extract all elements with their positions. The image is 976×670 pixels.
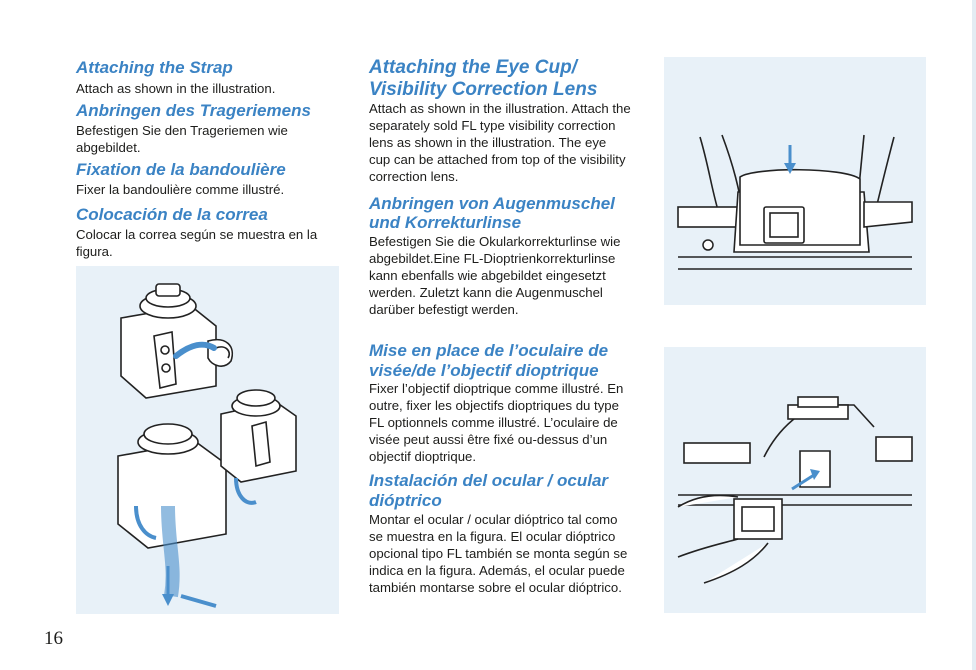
strap-attach-illustration-icon	[76, 266, 339, 614]
eyecup-title-de-line1: Anbringen von Augenmuschel	[369, 194, 615, 213]
page-number: 16	[44, 628, 63, 649]
eyecup-text-de: Befestigen Sie die Okularkorrekturlinse wie abgebildet.Eine FL-Dioptrienkorrekturlinse kann ebenfalls wie abgebildet eingesetzt werden. Zuletzt kann die Augenmuschel darüber befestigt werden.	[369, 234, 621, 317]
eyecup-text-es: Montar el ocular / ocular dióptrico tal como se muestra en la figura. El ocular dióptrico opcional tipo FL también se monta según se indica en la figura. Además, el ocular puede también montarse sobre el ocular dióptrico.	[369, 512, 628, 595]
eyecup-title-en-line1: Attaching the Eye Cup/	[369, 57, 577, 78]
strap-attach-illustration	[76, 266, 339, 614]
eyecup-text-en: Attach as shown in the illustration. Attach the separately sold FL type visibility correction lens as shown in the illustration. The eye cup can be attached from top of the visibility correction lens.	[369, 101, 631, 184]
strap-title-es: Colocación de la correa	[76, 205, 268, 224]
strap-text-es: Colocar la correa según se muestra en la figura.	[76, 227, 318, 259]
eyecup-title-de-line2: und Korrekturlinse	[369, 213, 522, 232]
correction-lens-illustration	[664, 347, 926, 613]
eyecup-title-fr-line2: visée/de l’objectif dioptrique	[369, 361, 599, 380]
strap-title-en: Attaching the Strap	[76, 58, 233, 77]
eyecup-text-fr: Fixer l’objectif dioptrique comme illustré. En outre, fixer les objectifs dioptriques du type FL optionnels comme illustré. L’oculaire de visée peut aussi être fixé ou-dessus d’un objectif dioptrique.	[369, 381, 624, 464]
eyecup-title-fr-line1: Mise en place de l’oculaire de	[369, 341, 609, 360]
eyecup-title-en-line2: Visibility Correction Lens	[369, 79, 598, 100]
correction-lens-illustration-icon	[664, 347, 926, 613]
eyecup-attach-illustration-icon	[664, 57, 926, 305]
page-edge	[972, 0, 976, 670]
eyecup-title-es-line2: dióptrico	[369, 491, 442, 510]
eyecup-title-es-line1: Instalación del ocular / ocular	[369, 471, 609, 490]
strap-text-en: Attach as shown in the illustration.	[76, 81, 276, 96]
eyecup-attach-illustration	[664, 57, 926, 305]
strap-text-fr: Fixer la bandoulière comme illustré.	[76, 182, 285, 197]
strap-text-de: Befestigen Sie den Trageriemen wie abgebildet.	[76, 123, 288, 155]
strap-title-fr: Fixation de la bandoulière	[76, 160, 286, 179]
strap-title-de: Anbringen des Trageriemens	[76, 101, 311, 120]
